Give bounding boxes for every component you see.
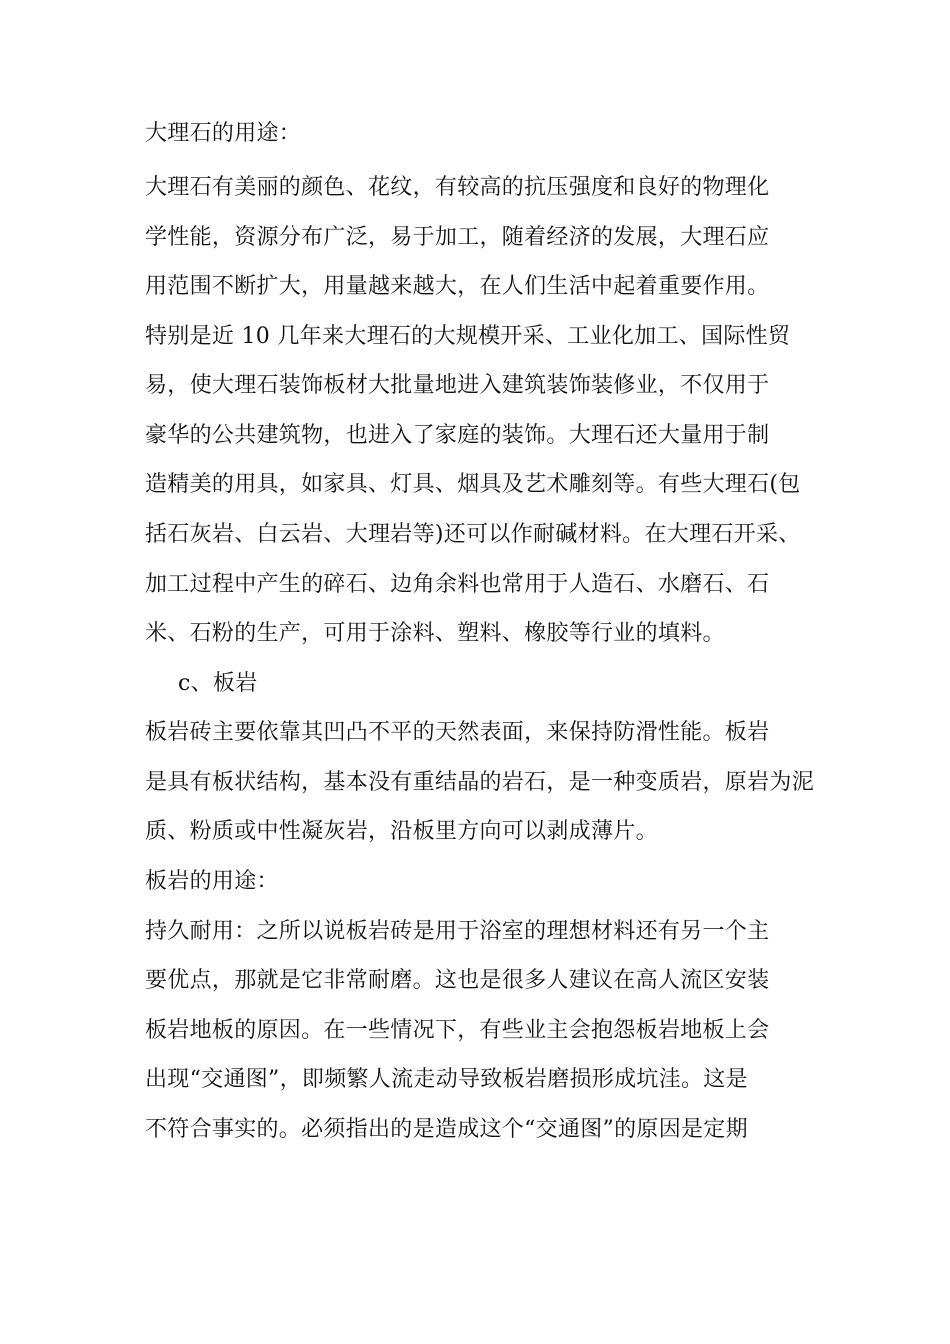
- paragraph-line: 加工过程中产生的碎石、边角余料也常用于人造石、水磨石、石: [145, 572, 770, 597]
- paragraph-line: 不符合事实的。必须指出的是造成这个“交通图”的原因是定期: [145, 1117, 748, 1142]
- paragraph-line: 特别是近 10 几年来大理石的大规模开采、工业化加工、国际性贸: [145, 324, 791, 349]
- slate-uses-heading: 板岩的用途：: [145, 869, 279, 894]
- paragraph-line: 学性能，资源分布广泛，易于加工，随着经济的发展，大理石应: [145, 225, 770, 250]
- paragraph-line: 板岩砖主要依靠其凹凸不平的天然表面，来保持防滑性能。板岩: [145, 720, 770, 745]
- paragraph-line: 造精美的用具，如家具、灯具、烟具及艺术雕刻等。有些大理石(包: [145, 472, 801, 497]
- paragraph-line: 是具有板状结构，基本没有重结晶的岩石，是一种变质岩，原岩为泥: [145, 770, 815, 795]
- paragraph-line: 豪华的公共建筑物，也进入了家庭的装饰。大理石还大量用于制: [145, 423, 770, 448]
- paragraph-line: 出现“交通图”，即频繁人流走动导致板岩磨损形成坑洼。这是: [145, 1067, 748, 1092]
- paragraph-line: 要优点，那就是它非常耐磨。这也是很多人建议在高人流区安装: [145, 968, 770, 993]
- paragraph-line: 米、石粉的生产，可用于涂料、塑料、橡胶等行业的填料。: [145, 621, 725, 646]
- paragraph-line: 持久耐用：之所以说板岩砖是用于浴室的理想材料还有另一个主: [145, 919, 770, 944]
- paragraph-line: 易，使大理石装饰板材大批量地进入建筑装饰装修业，不仅用于: [145, 373, 770, 398]
- paragraph-line: 括石灰岩、白云岩、大理岩等)还可以作耐碱材料。在大理石开采、: [145, 522, 801, 547]
- paragraph-line: 质、粉质或中性凝灰岩，沿板里方向可以剥成薄片。: [145, 819, 658, 844]
- marble-uses-heading: 大理石的用途：: [145, 121, 302, 146]
- paragraph-line: 板岩地板的原因。在一些情况下，有些业主会抱怨板岩地板上会: [145, 1018, 770, 1043]
- paragraph-line: 大理石有美丽的颜色、花纹，有较高的抗压强度和良好的物理化: [145, 175, 770, 200]
- slate-section-heading: c、板岩: [178, 671, 258, 696]
- paragraph-line: 用范围不断扩大，用量越来越大，在人们生活中起着重要作用。: [145, 274, 770, 299]
